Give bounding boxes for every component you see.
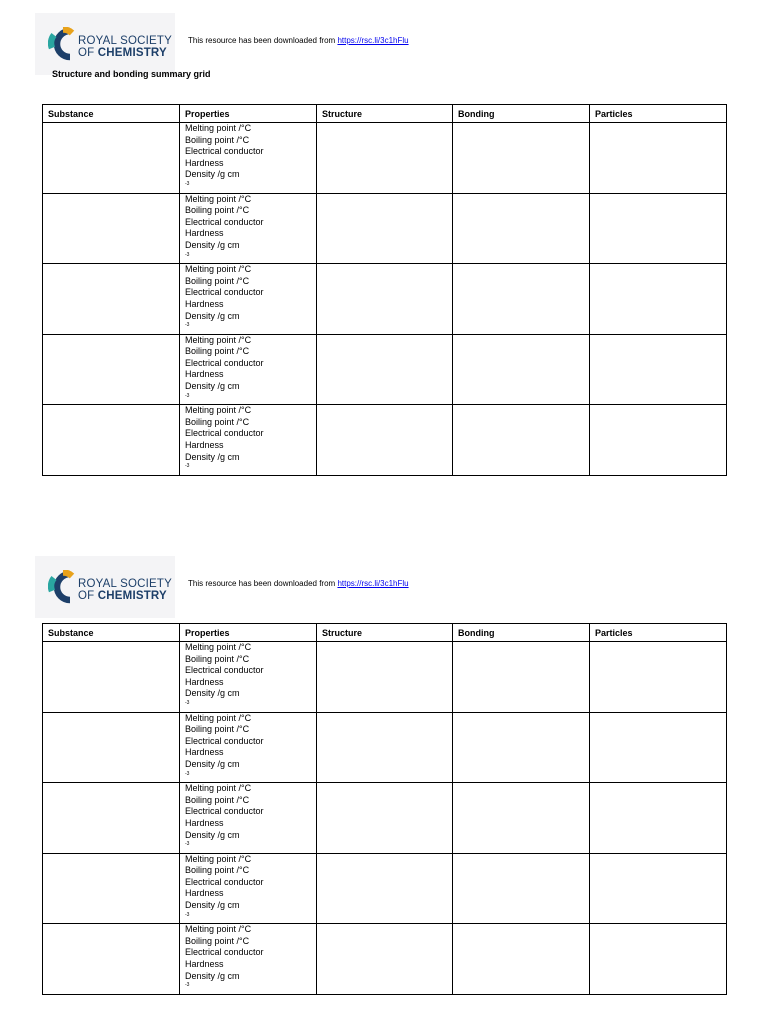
boiling-point-label: Boiling point /°C: [185, 865, 250, 876]
download-note: [188, 579, 409, 588]
boiling-point-label: Boiling point /°C: [185, 134, 250, 145]
bonding-cell[interactable]: [453, 642, 590, 713]
download-link[interactable]: https://rsc.li/3c1hFlu: [337, 36, 409, 45]
column-header-properties: Properties: [180, 105, 317, 123]
column-header-substance: Substance: [43, 105, 180, 123]
properties-cell: [180, 334, 317, 405]
electrical-conductor-label: Electrical conductor: [185, 806, 264, 817]
structure-cell[interactable]: [317, 642, 453, 713]
bonding-cell[interactable]: [453, 853, 590, 924]
table-row: [43, 642, 727, 713]
particles-cell[interactable]: [590, 853, 727, 924]
hardness-label: Hardness: [185, 369, 224, 380]
particles-cell[interactable]: [590, 783, 727, 854]
table-row: [43, 405, 727, 476]
bonding-cell[interactable]: [453, 123, 590, 194]
properties-cell: [180, 783, 317, 854]
particles-cell[interactable]: [590, 642, 727, 713]
substance-cell[interactable]: [43, 712, 180, 783]
properties-cell: [180, 405, 317, 476]
rsc-logo-text: [78, 578, 172, 602]
table-row: [43, 783, 727, 854]
density-label: Density /g cm $^{-3}$: [185, 758, 240, 777]
page-header: [35, 556, 735, 618]
melting-point-label: Melting point /°C: [185, 264, 252, 275]
substance-cell[interactable]: [43, 924, 180, 995]
particles-cell[interactable]: [590, 405, 727, 476]
logo-line-2: OF CHEMISTRY: [78, 47, 167, 59]
density-label: Density /g cm $^{-3}$: [185, 829, 240, 848]
density-label: Density /g cm $^{-3}$: [185, 381, 240, 399]
substance-cell[interactable]: [43, 853, 180, 924]
table-row: [43, 924, 727, 995]
hardness-label: Hardness: [185, 157, 224, 168]
particles-cell[interactable]: [590, 334, 727, 405]
structure-cell[interactable]: [317, 924, 453, 995]
rsc-logo-c-icon: [48, 27, 78, 61]
properties-cell: [180, 853, 317, 924]
density-label: Density /g cm $^{-3}$: [185, 451, 240, 470]
substance-cell[interactable]: [43, 642, 180, 713]
melting-point-label: Melting point /°C: [185, 783, 252, 794]
table-row: [43, 264, 727, 335]
boiling-point-label: Boiling point /°C: [185, 724, 250, 735]
column-header-structure: Structure: [317, 105, 453, 123]
rsc-logo: [35, 13, 175, 75]
hardness-label: Hardness: [185, 959, 224, 970]
structure-cell[interactable]: [317, 123, 453, 194]
substance-cell[interactable]: [43, 264, 180, 335]
particles-cell[interactable]: [590, 924, 727, 995]
properties-cell: [180, 712, 317, 783]
column-header-bonding: Bonding: [453, 105, 590, 123]
table-row: [43, 193, 727, 264]
logo-line-1: ROYAL SOCIETY: [78, 35, 172, 47]
properties-cell: [180, 924, 317, 995]
bonding-cell[interactable]: [453, 924, 590, 995]
table-header-row: [43, 624, 727, 642]
density-label: Density /g cm $^{-3}$: [185, 900, 240, 918]
electrical-conductor-label: Electrical conductor: [185, 146, 264, 157]
electrical-conductor-label: Electrical conductor: [185, 947, 264, 958]
melting-point-label: Melting point /°C: [185, 405, 252, 416]
structure-cell[interactable]: [317, 193, 453, 264]
table-row: [43, 853, 727, 924]
melting-point-label: Melting point /°C: [185, 123, 252, 133]
particles-cell[interactable]: [590, 123, 727, 194]
hardness-label: Hardness: [185, 817, 224, 828]
download-note: [188, 36, 409, 45]
summary-grid: [42, 623, 727, 995]
column-header-structure: Structure: [317, 624, 453, 642]
boiling-point-label: Boiling point /°C: [185, 275, 250, 286]
hardness-label: Hardness: [185, 440, 224, 451]
boiling-point-label: Boiling point /°C: [185, 416, 250, 427]
electrical-conductor-label: Electrical conductor: [185, 665, 264, 676]
table-row: [43, 712, 727, 783]
table-row: [43, 123, 727, 194]
particles-cell[interactable]: [590, 193, 727, 264]
substance-cell[interactable]: [43, 193, 180, 264]
page-header: [35, 13, 735, 75]
download-text: This resource has been downloaded from: [188, 36, 336, 45]
boiling-point-label: Boiling point /°C: [185, 653, 250, 664]
column-header-bonding: Bonding: [453, 624, 590, 642]
structure-cell[interactable]: [317, 405, 453, 476]
electrical-conductor-label: Electrical conductor: [185, 735, 264, 746]
melting-point-label: Melting point /°C: [185, 642, 252, 652]
structure-cell[interactable]: [317, 853, 453, 924]
density-label: Density /g cm $^{-3}$: [185, 688, 240, 706]
properties-cell: [180, 193, 317, 264]
structure-cell[interactable]: [317, 334, 453, 405]
column-header-particles: Particles: [590, 105, 727, 123]
table-header-row: [43, 105, 727, 123]
density-label: Density /g cm $^{-3}$: [185, 239, 240, 258]
bonding-cell[interactable]: [453, 264, 590, 335]
column-header-properties: Properties: [180, 624, 317, 642]
rsc-logo-c-icon: [48, 570, 78, 604]
rsc-logo-text: [78, 35, 172, 59]
boiling-point-label: Boiling point /°C: [185, 794, 250, 805]
properties-cell: [180, 642, 317, 713]
melting-point-label: Melting point /°C: [185, 193, 252, 204]
properties-cell: [180, 264, 317, 335]
boiling-point-label: Boiling point /°C: [185, 205, 250, 216]
column-header-particles: Particles: [590, 624, 727, 642]
hardness-label: Hardness: [185, 747, 224, 758]
logo-line-2: OF CHEMISTRY: [78, 590, 167, 602]
hardness-label: Hardness: [185, 888, 224, 899]
electrical-conductor-label: Electrical conductor: [185, 428, 264, 439]
electrical-conductor-label: Electrical conductor: [185, 357, 264, 368]
logo-line-1: ROYAL SOCIETY: [78, 578, 172, 590]
density-label: Density /g cm $^{-3}$: [185, 970, 240, 989]
bonding-cell[interactable]: [453, 193, 590, 264]
hardness-label: Hardness: [185, 298, 224, 309]
particles-cell[interactable]: [590, 712, 727, 783]
substance-cell[interactable]: [43, 123, 180, 194]
properties-cell: [180, 123, 317, 194]
density-label: Density /g cm $^{-3}$: [185, 169, 240, 187]
rsc-logo: [35, 556, 175, 618]
hardness-label: Hardness: [185, 676, 224, 687]
electrical-conductor-label: Electrical conductor: [185, 287, 264, 298]
substance-cell[interactable]: [43, 334, 180, 405]
bonding-cell[interactable]: [453, 712, 590, 783]
table-row: [43, 334, 727, 405]
substance-cell[interactable]: [43, 405, 180, 476]
melting-point-label: Melting point /°C: [185, 853, 252, 864]
electrical-conductor-label: Electrical conductor: [185, 216, 264, 227]
density-label: Density /g cm $^{-3}$: [185, 310, 240, 329]
structure-cell[interactable]: [317, 264, 453, 335]
structure-cell[interactable]: [317, 712, 453, 783]
melting-point-label: Melting point /°C: [185, 334, 252, 345]
page-title: Structure and bonding summary grid: [52, 69, 211, 79]
download-text: This resource has been downloaded from: [188, 579, 336, 588]
bonding-cell[interactable]: [453, 405, 590, 476]
boiling-point-label: Boiling point /°C: [185, 346, 250, 357]
download-link[interactable]: https://rsc.li/3c1hFlu: [337, 579, 409, 588]
melting-point-label: Melting point /°C: [185, 924, 252, 935]
electrical-conductor-label: Electrical conductor: [185, 876, 264, 887]
column-header-substance: Substance: [43, 624, 180, 642]
melting-point-label: Melting point /°C: [185, 712, 252, 723]
substance-cell[interactable]: [43, 783, 180, 854]
bonding-cell[interactable]: [453, 334, 590, 405]
hardness-label: Hardness: [185, 228, 224, 239]
bonding-cell[interactable]: [453, 783, 590, 854]
structure-cell[interactable]: [317, 783, 453, 854]
particles-cell[interactable]: [590, 264, 727, 335]
boiling-point-label: Boiling point /°C: [185, 935, 250, 946]
summary-grid: [42, 104, 727, 476]
